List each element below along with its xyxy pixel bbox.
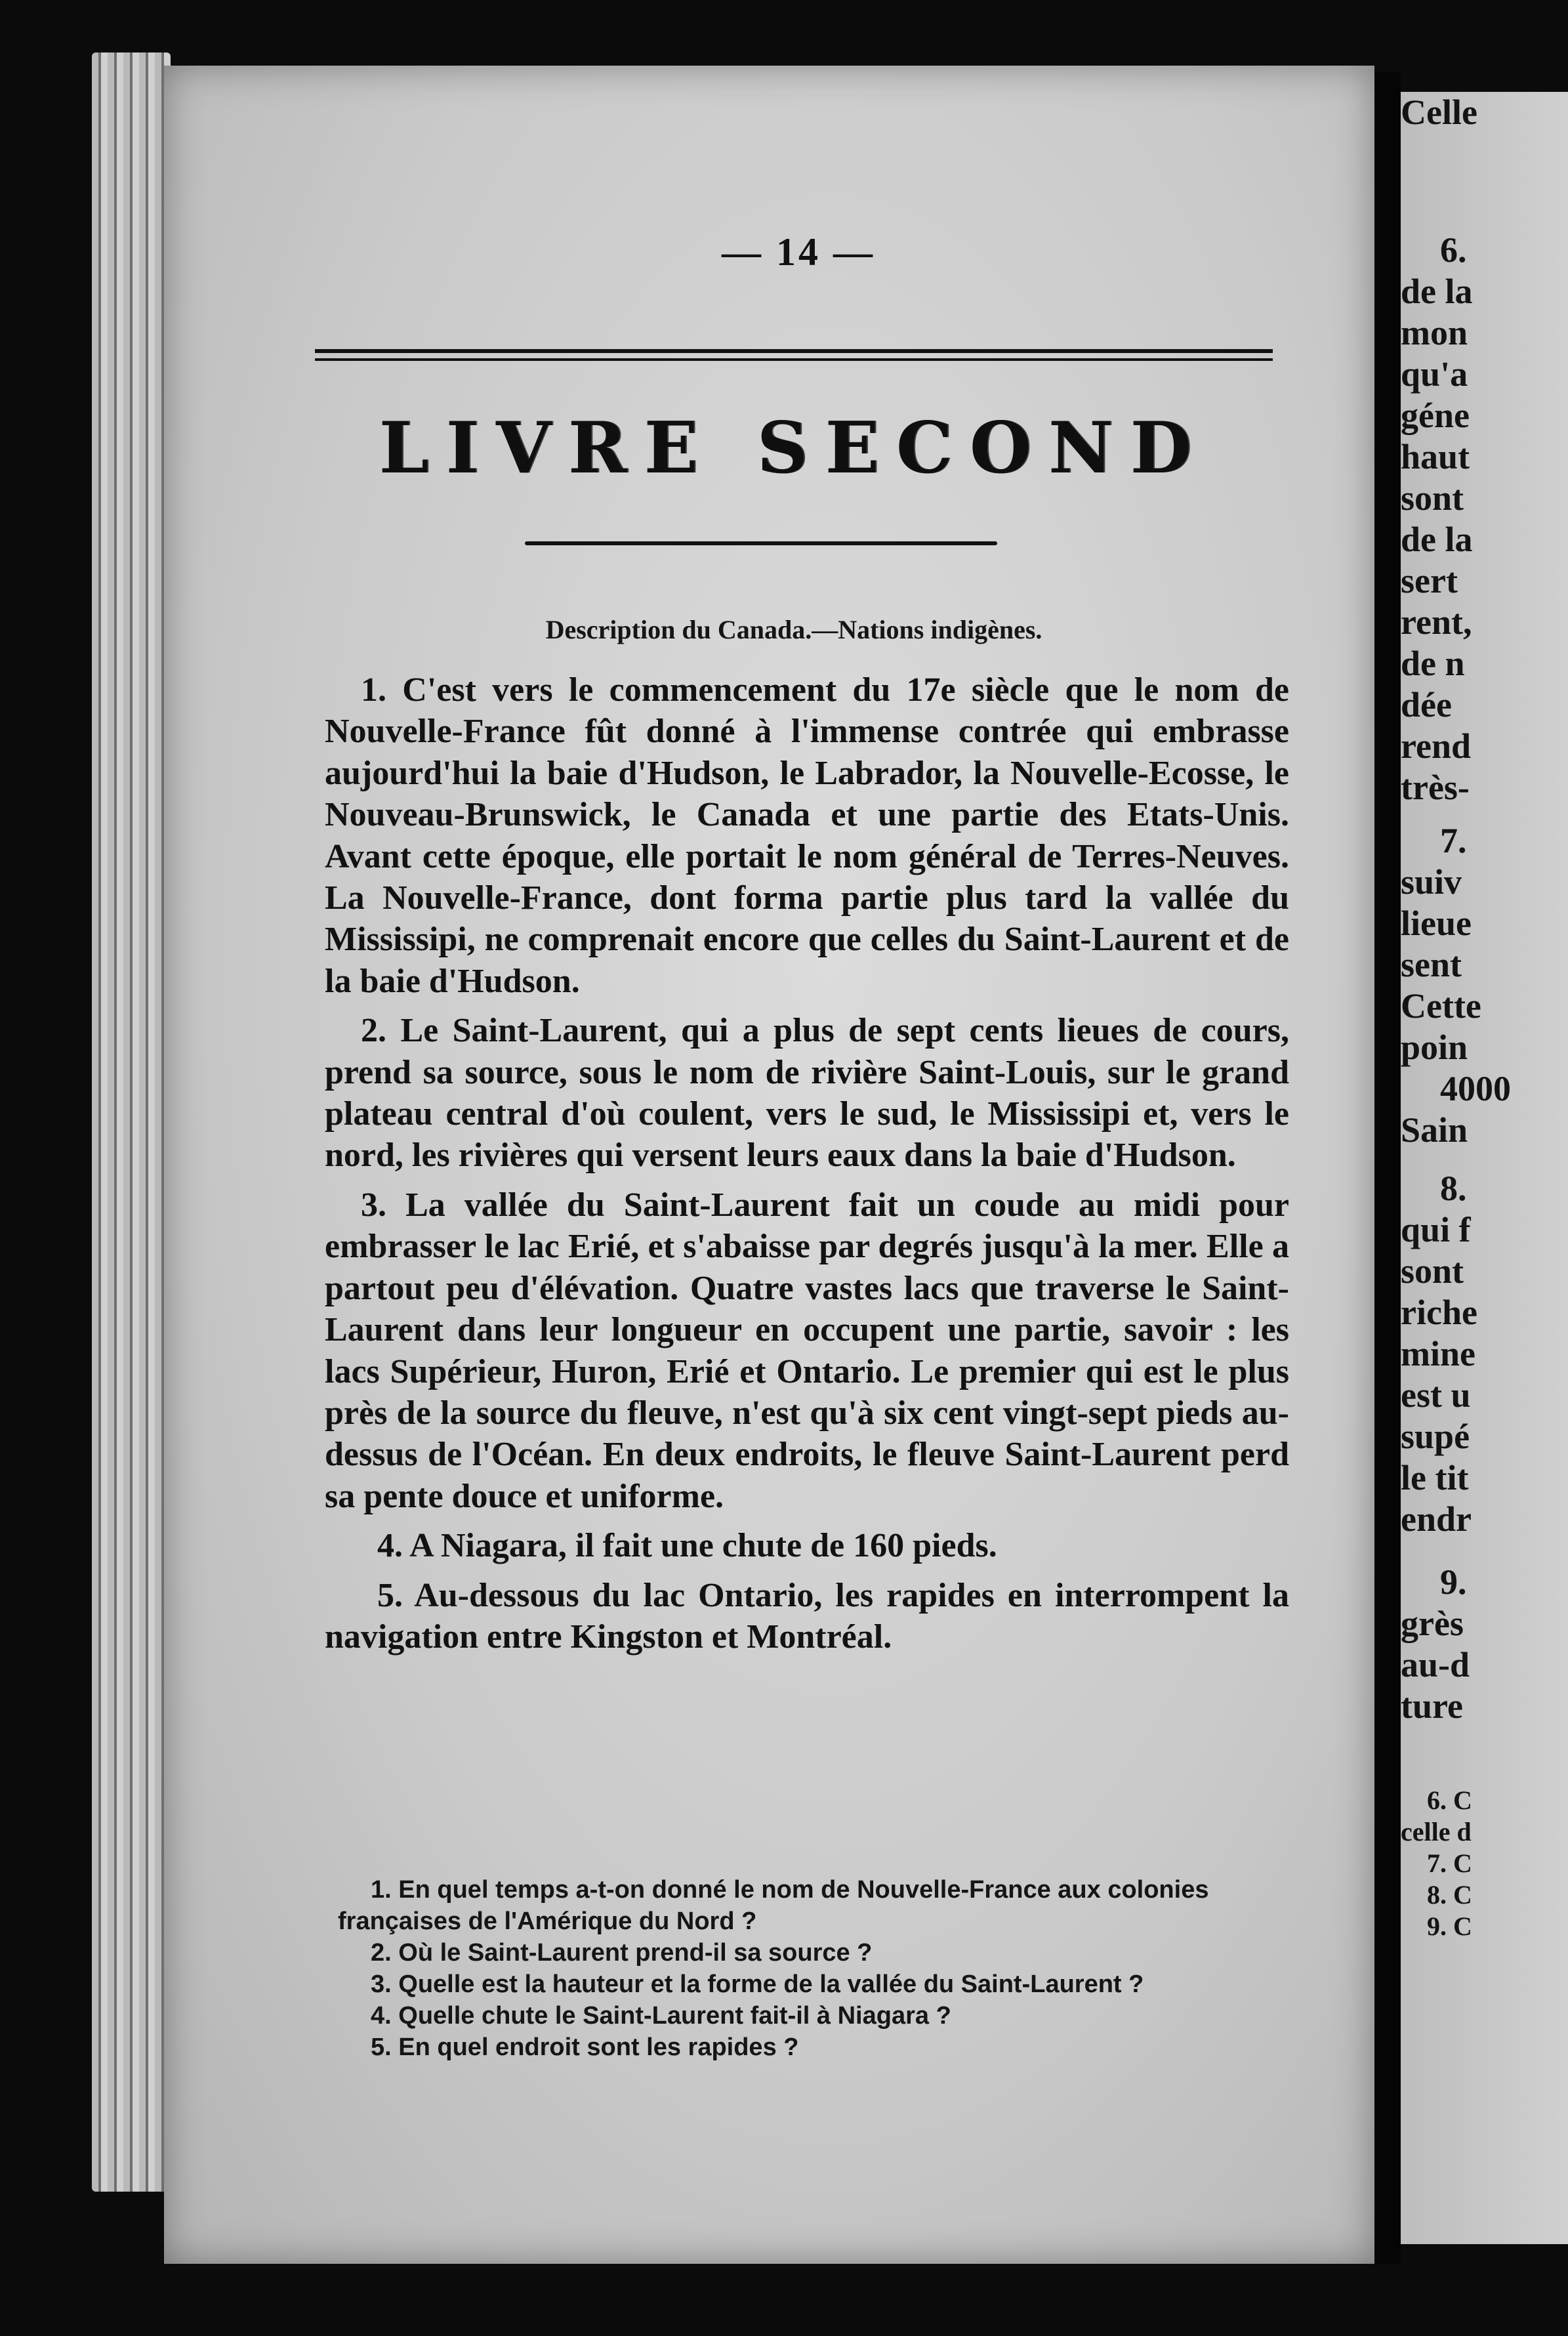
question-text: Où le Saint-Laurent prend-il sa source ? <box>398 1939 873 1967</box>
facing-page-text-fragment: ture <box>1401 1686 1463 1726</box>
facing-page-text-fragment: mine <box>1401 1334 1475 1373</box>
question-5 <box>338 2032 1302 2063</box>
facing-page-text-fragment: de la <box>1401 520 1473 559</box>
facing-page-text-fragment: Celle <box>1401 93 1477 132</box>
facing-page-text-fragment: supé <box>1401 1417 1470 1456</box>
paragraph-text: Au-dessous du lac Ontario, les rapides en interrompent la navigation entre Kingston et Montréal. <box>325 1576 1289 1656</box>
facing-page-text-fragment: rent, <box>1401 602 1472 642</box>
facing-page-text-fragment: sent <box>1401 945 1462 984</box>
chapter-body <box>325 669 1289 1665</box>
facing-page-text-fragment: Sain <box>1401 1110 1468 1150</box>
book-gutter <box>1374 72 1401 2264</box>
paragraph-number: 3. <box>361 1186 386 1224</box>
question-number: 5. <box>371 2034 392 2061</box>
paragraph-number: 1. <box>361 671 386 709</box>
facing-page-text-fragment: est u <box>1401 1375 1471 1415</box>
facing-page-text-fragment: sont <box>1401 478 1464 518</box>
facing-page-text-fragment: 9. <box>1440 1562 1467 1602</box>
paragraph-text: A Niagara, il fait une chute de 160 pieds. <box>409 1527 997 1565</box>
facing-page-text-fragment: lieue <box>1401 904 1472 943</box>
paragraph-2 <box>325 1010 1289 1177</box>
chapter-subtitle: Description du Canada.—Nations indigènes. <box>545 615 1042 644</box>
facing-page-text-fragment: le tit <box>1401 1458 1469 1497</box>
chapter-title: LIVRE SECOND <box>379 407 1209 490</box>
facing-page-text-fragment: de n <box>1401 644 1465 683</box>
facing-page-question-fragment: 9. C <box>1427 1911 1472 1941</box>
paragraph-3 <box>325 1184 1289 1517</box>
facing-page-text-fragment: grès <box>1401 1604 1464 1643</box>
question-3 <box>338 1969 1302 2000</box>
facing-page-text-fragment: très- <box>1401 768 1470 807</box>
paragraph-text: La vallée du Saint-Laurent fait un coude au midi pour embrasser le lac Erié, et s'abaisse par degrés jusqu'à la mer. Elle a partout peu d'élévation. Quatre vastes lacs que traverse le Saint-Laurent dans leur longueur en occupent une partie, savoir : les lacs Supérieur, Huron, Erié et Ontario. Le premier qui est le plus près de la source du fleuve, n'est qu'à six cent vingt-sept pieds au-dessus de l'Océan. En deux endroits, le fleuve Saint-Laurent perd sa pente douce et uniforme. <box>325 1186 1290 1515</box>
facing-page-text-fragment: suiv <box>1401 862 1462 902</box>
facing-page-text-fragment: géne <box>1401 396 1470 435</box>
question-text: Quelle chute le Saint-Laurent fait-il à Niagara ? <box>398 2002 951 2030</box>
facing-page-text-fragment: mon <box>1401 313 1468 352</box>
facing-page-text-fragment: dée <box>1401 685 1452 724</box>
facing-page-text-fragment: qui f <box>1401 1210 1471 1249</box>
question-number: 3. <box>371 1971 392 1998</box>
paragraph-number: 2. <box>361 1012 386 1050</box>
question-text: En quel endroit sont les rapides ? <box>398 2034 799 2061</box>
question-text: Quelle est la hauteur et la forme de la vallée du Saint-Laurent ? <box>398 1971 1144 1998</box>
facing-page-text-fragment: 4000 <box>1440 1069 1511 1108</box>
facing-page-text-fragment: 6. <box>1440 230 1467 270</box>
facing-page-text-fragment: de la <box>1401 272 1473 311</box>
paragraph-1 <box>325 669 1289 1002</box>
facing-page-text-fragment: rend <box>1401 726 1472 766</box>
question-number: 1. <box>371 1876 392 1904</box>
paragraph-number: 4. <box>377 1527 403 1565</box>
title-ornament-rule <box>525 541 997 545</box>
paragraph-number: 5. <box>377 1576 403 1614</box>
question-number: 2. <box>371 1939 392 1967</box>
facing-page-text-fragment: sert <box>1401 561 1458 600</box>
facing-page-question-fragment: celle d <box>1401 1817 1472 1846</box>
facing-page-text-fragment: sont <box>1401 1251 1464 1291</box>
paragraph-text: Le Saint-Laurent, qui a plus de sept cents lieues de cours, prend sa source, sous le nom de rivière Saint-Louis, sur le grand plateau central d'où coulent, vers le sud, le Mississipi et, vers le nord, les rivières qui versent leurs eaux dans la baie d'Hudson. <box>325 1012 1289 1175</box>
facing-page-question-fragment: 8. C <box>1427 1880 1472 1909</box>
question-number: 4. <box>371 2002 392 2030</box>
facing-page-text-fragment: au-d <box>1401 1645 1470 1684</box>
facing-page-question-fragment: 7. C <box>1427 1848 1472 1878</box>
question-2 <box>338 1937 1302 1969</box>
facing-page-text-fragment: riche <box>1401 1293 1477 1332</box>
paragraph-text: C'est vers le commencement du 17e siècle que le nom de Nouvelle-France fût donné à l'immense contrée qui embrasse aujourd'hui la baie d'Hudson, le Labrador, la Nouvelle-Ecosse, le Nouveau-Brunswick, le Canada et une partie des Etats-Unis. Avant cette époque, elle portait le nom général de Terres-Neuves. La Nouvelle-France, dont forma partie plus tard la vallée du Mississipi, ne comprenait encore que celles du Saint-Laurent et de la baie d'Hudson. <box>325 671 1290 1000</box>
facing-page-text-fragment: endr <box>1401 1499 1472 1539</box>
facing-page-text-fragment: Cette <box>1401 986 1481 1026</box>
question-text: En quel temps a-t-on donné le nom de Nouvelle-France aux colonies françaises de l'Amérique du Nord ? <box>338 1876 1209 1935</box>
page-stack-edge <box>92 52 171 2192</box>
facing-page-question-fragment: 6. C <box>1427 1785 1472 1815</box>
question-4 <box>338 2000 1302 2032</box>
facing-page-text-fragment: 7. <box>1440 821 1467 860</box>
top-double-rule <box>315 349 1273 361</box>
review-questions <box>338 1874 1302 2063</box>
facing-page-text-fragment: 8. <box>1440 1169 1467 1208</box>
question-1 <box>338 1874 1302 1937</box>
page-number: — 14 — <box>722 230 875 274</box>
facing-page-text-fragment: haut <box>1401 437 1470 476</box>
facing-page-edge <box>1401 92 1568 2244</box>
facing-page-text-fragment: poin <box>1401 1028 1468 1067</box>
facing-page-text-fragment: qu'a <box>1401 354 1468 394</box>
paragraph-4 <box>325 1525 1289 1566</box>
paragraph-5 <box>325 1575 1289 1658</box>
